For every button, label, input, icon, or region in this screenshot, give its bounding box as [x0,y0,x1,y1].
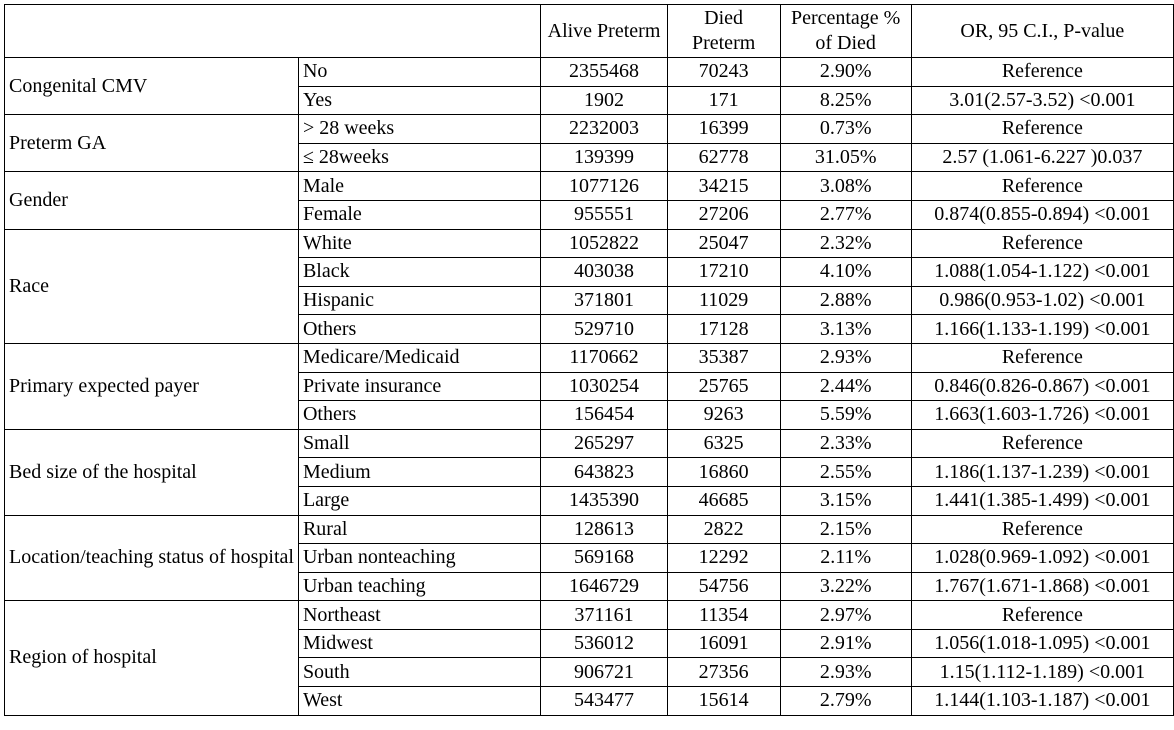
alive-preterm-count: 1077126 [541,172,667,201]
died-preterm-count: 12292 [667,544,780,573]
subgroup-label: > 28 weeks [298,115,540,144]
died-preterm-count: 17128 [667,315,780,344]
table-header [5,5,1174,58]
percentage-died: 5.59% [780,401,911,430]
odds-ratio-value: 1.186(1.137-1.239) <0.001 [911,458,1173,487]
subgroup-label: Hispanic [298,286,540,315]
odds-ratio-value: 1.088(1.054-1.122) <0.001 [911,258,1173,287]
percentage-died: 2.90% [780,58,911,87]
percentage-died: 2.79% [780,687,911,716]
subgroup-label: Black [298,258,540,287]
percentage-died: 3.15% [780,486,911,515]
subgroup-label: Male [298,172,540,201]
subgroup-label: West [298,687,540,716]
group-label: Region of hospital [5,601,299,715]
percentage-died: 0.73% [780,115,911,144]
percentage-died: 2.55% [780,458,911,487]
subgroup-label: Northeast [298,601,540,630]
odds-ratio-value: 1.166(1.133-1.199) <0.001 [911,315,1173,344]
percentage-died: 3.22% [780,572,911,601]
table-row [5,429,1174,458]
percentage-died: 2.11% [780,544,911,573]
percentage-died: 2.77% [780,200,911,229]
died-preterm-count: 35387 [667,343,780,372]
odds-ratio-value: Reference [911,429,1173,458]
alive-preterm-count: 1052822 [541,229,667,258]
died-preterm-count: 70243 [667,58,780,87]
odds-ratio-value: Reference [911,115,1173,144]
odds-ratio-value: 3.01(2.57-3.52) <0.001 [911,86,1173,115]
alive-preterm-count: 403038 [541,258,667,287]
percentage-died: 2.93% [780,343,911,372]
subgroup-label: ≤ 28weeks [298,143,540,172]
odds-ratio-value: 0.874(0.855-0.894) <0.001 [911,200,1173,229]
percentage-died: 2.32% [780,229,911,258]
odds-ratio-value: 1.663(1.603-1.726) <0.001 [911,401,1173,430]
died-preterm-count: 27206 [667,200,780,229]
odds-ratio-value: 1.028(0.969-1.092) <0.001 [911,544,1173,573]
died-preterm-count: 6325 [667,429,780,458]
alive-preterm-count: 529710 [541,315,667,344]
odds-ratio-value: Reference [911,343,1173,372]
died-preterm-count: 9263 [667,401,780,430]
alive-preterm-count: 156454 [541,401,667,430]
subgroup-label: Yes [298,86,540,115]
percentage-died: 2.15% [780,515,911,544]
header-died-preterm: Died Preterm [667,5,780,58]
group-label: Primary expected payer [5,343,299,429]
alive-preterm-count: 906721 [541,658,667,687]
subgroup-label: Private insurance [298,372,540,401]
table-row [5,172,1174,201]
subgroup-label: White [298,229,540,258]
table-row [5,601,1174,630]
alive-preterm-count: 1902 [541,86,667,115]
died-preterm-count: 62778 [667,143,780,172]
header-percentage-died: Percentage % of Died [780,5,911,58]
died-preterm-count: 15614 [667,687,780,716]
alive-preterm-count: 265297 [541,429,667,458]
alive-preterm-count: 2355468 [541,58,667,87]
died-preterm-count: 27356 [667,658,780,687]
subgroup-label: Urban nonteaching [298,544,540,573]
table-row [5,58,1174,87]
odds-ratio-value: Reference [911,58,1173,87]
table-row [5,343,1174,372]
percentage-died: 31.05% [780,143,911,172]
odds-ratio-value: Reference [911,172,1173,201]
odds-ratio-value: 1.144(1.103-1.187) <0.001 [911,687,1173,716]
subgroup-label: Rural [298,515,540,544]
died-preterm-count: 46685 [667,486,780,515]
results-table [4,4,1174,716]
odds-ratio-value: 2.57 (1.061-6.227 )0.037 [911,143,1173,172]
group-label: Location/teaching status of hospital [5,515,299,601]
odds-ratio-value: Reference [911,515,1173,544]
percentage-died: 3.13% [780,315,911,344]
alive-preterm-count: 371801 [541,286,667,315]
alive-preterm-count: 128613 [541,515,667,544]
subgroup-label: Others [298,315,540,344]
table-body [5,58,1174,716]
group-label: Preterm GA [5,115,299,172]
subgroup-label: Others [298,401,540,430]
header-odds-ratio: OR, 95 C.I., P-value [911,5,1173,58]
percentage-died: 2.93% [780,658,911,687]
percentage-died: 2.33% [780,429,911,458]
table-row [5,515,1174,544]
group-label: Gender [5,172,299,229]
table-row [5,229,1174,258]
subgroup-label: South [298,658,540,687]
group-label: Bed size of the hospital [5,429,299,515]
percentage-died: 2.44% [780,372,911,401]
alive-preterm-count: 1435390 [541,486,667,515]
subgroup-label: No [298,58,540,87]
subgroup-label: Midwest [298,629,540,658]
subgroup-label: Medicare/Medicaid [298,343,540,372]
percentage-died: 8.25% [780,86,911,115]
subgroup-label: Large [298,486,540,515]
died-preterm-count: 11354 [667,601,780,630]
alive-preterm-count: 536012 [541,629,667,658]
alive-preterm-count: 371161 [541,601,667,630]
alive-preterm-count: 1170662 [541,343,667,372]
died-preterm-count: 2822 [667,515,780,544]
died-preterm-count: 25765 [667,372,780,401]
alive-preterm-count: 1030254 [541,372,667,401]
died-preterm-count: 16399 [667,115,780,144]
odds-ratio-value: 1.15(1.112-1.189) <0.001 [911,658,1173,687]
died-preterm-count: 25047 [667,229,780,258]
alive-preterm-count: 1646729 [541,572,667,601]
odds-ratio-value: 0.846(0.826-0.867) <0.001 [911,372,1173,401]
died-preterm-count: 16860 [667,458,780,487]
died-preterm-count: 34215 [667,172,780,201]
alive-preterm-count: 955551 [541,200,667,229]
percentage-died: 3.08% [780,172,911,201]
died-preterm-count: 16091 [667,629,780,658]
percentage-died: 4.10% [780,258,911,287]
header-row [5,5,1174,58]
odds-ratio-value: Reference [911,601,1173,630]
died-preterm-count: 171 [667,86,780,115]
alive-preterm-count: 139399 [541,143,667,172]
subgroup-label: Small [298,429,540,458]
odds-ratio-value: 1.056(1.018-1.095) <0.001 [911,629,1173,658]
odds-ratio-value: 1.441(1.385-1.499) <0.001 [911,486,1173,515]
header-blank [5,5,541,58]
alive-preterm-count: 543477 [541,687,667,716]
percentage-died: 2.88% [780,286,911,315]
alive-preterm-count: 643823 [541,458,667,487]
odds-ratio-value: 0.986(0.953-1.02) <0.001 [911,286,1173,315]
odds-ratio-value: Reference [911,229,1173,258]
died-preterm-count: 17210 [667,258,780,287]
odds-ratio-value: 1.767(1.671-1.868) <0.001 [911,572,1173,601]
group-label: Race [5,229,299,343]
alive-preterm-count: 569168 [541,544,667,573]
table-row [5,115,1174,144]
died-preterm-count: 54756 [667,572,780,601]
percentage-died: 2.97% [780,601,911,630]
percentage-died: 2.91% [780,629,911,658]
subgroup-label: Female [298,200,540,229]
subgroup-label: Urban teaching [298,572,540,601]
group-label: Congenital CMV [5,58,299,115]
header-alive-preterm: Alive Preterm [541,5,667,58]
subgroup-label: Medium [298,458,540,487]
died-preterm-count: 11029 [667,286,780,315]
alive-preterm-count: 2232003 [541,115,667,144]
